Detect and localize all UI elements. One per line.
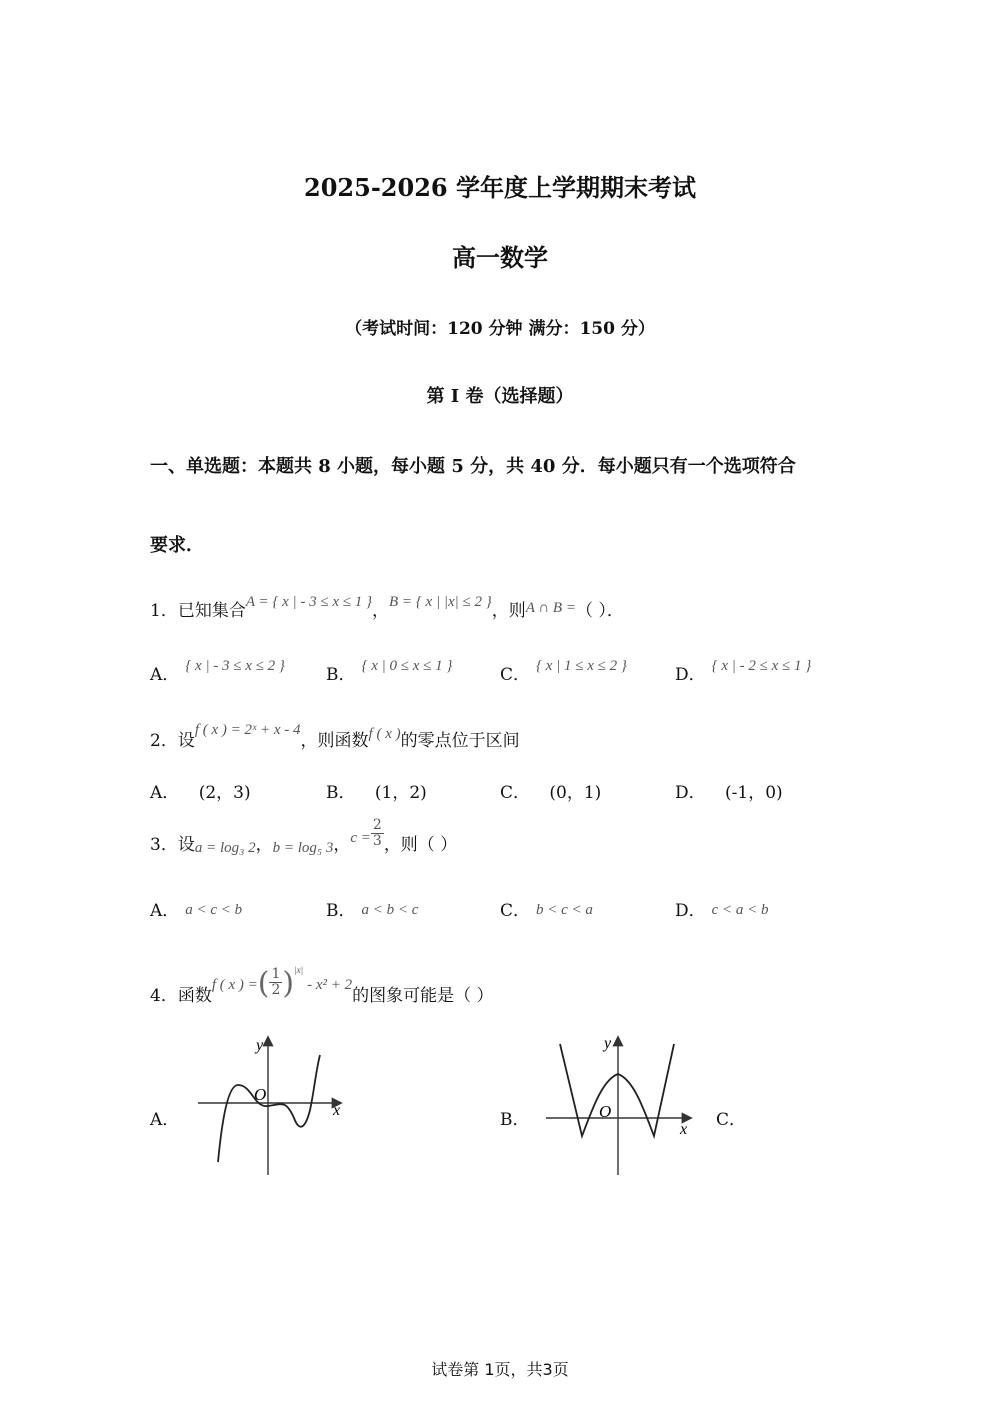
q1-option-b[interactable] [326,660,452,685]
option-expr: { x | 0 ≤ x ≤ 1 } [361,658,453,674]
option-expr: { x | - 2 ≤ x ≤ 1 } [711,658,812,674]
y-axis-label: y [256,1037,264,1054]
question-3 [150,817,458,856]
question-text: ，则 [491,601,526,621]
fraction-numerator: 1 [271,966,281,983]
function-rest: - x² + 2 [307,977,353,993]
function-name: f ( x ) [368,726,401,742]
function-curve [218,1055,320,1162]
question-number: 4． [150,986,178,1006]
q2-option-d[interactable] [675,778,783,803]
q2-option-a[interactable] [150,778,251,803]
origin-label: O [599,1102,612,1121]
q1-option-c[interactable] [500,660,627,685]
q4-option-a-graph[interactable] [190,1030,360,1180]
option-label: B． [326,783,356,803]
volume-title: 第 I 卷（选择题） [426,386,574,407]
question-text: 的图象可能是（ ） [352,986,494,1006]
exam-title: 2025-2026 学年度上学期期末考试 [304,173,696,202]
option-expr: { x | - 3 ≤ x ≤ 2 } [185,658,285,674]
subject-title: 高一数学 [452,243,548,272]
q3-option-d[interactable] [675,896,769,921]
option-expr: { x | 1 ≤ x ≤ 2 } [536,658,627,674]
option-label: A． [150,665,180,685]
option-label: A． [150,783,180,803]
origin-label: O [254,1085,267,1104]
q3-option-c[interactable] [500,896,593,921]
question-text: 函数 [177,986,212,1006]
a-expr: a = log₃ 2 [194,840,256,856]
page-footer: 试卷第 1页，共3页 [431,1360,569,1379]
option-label: C． [500,783,531,803]
q1-option-a[interactable] [150,660,285,685]
exam-info: （考试时间：120 分钟 满分：150 分） [345,319,655,339]
question-number: 2． [150,731,178,751]
function-lhs: f ( x ) = [211,977,258,993]
option-expr: (1，2) [374,783,427,803]
option-label: C． [500,901,531,921]
set-a-expr: A = { x | - 3 ≤ x ≤ 1 } [245,594,372,610]
section-heading-cont: 要求． [150,535,204,556]
q1-option-d[interactable] [675,660,811,685]
option-expr: a < b < c [361,902,419,918]
question-text: 的零点位于区间 [400,731,520,751]
half-fraction [269,967,282,997]
question-4 [150,960,494,1006]
option-label: D． [675,665,706,685]
function-curve [560,1044,674,1136]
separator: ， [255,835,273,855]
y-axis-label: y [604,1035,612,1052]
separator: ， [333,835,351,855]
c-expr-lhs: c = [350,830,371,846]
option-label: D． [675,783,706,803]
q4-option-a-label[interactable]: A． [150,1110,180,1130]
option-expr: (2，3) [198,783,251,803]
q2-option-b[interactable] [326,778,427,803]
function-expr: f ( x ) = 2ˣ + x - 4 [194,722,301,738]
left-paren: ( [257,966,270,1001]
answer-blank: （ ）． [575,601,624,621]
q4-option-c-label[interactable]: C． [716,1110,747,1130]
option-expr: b < c < a [536,902,593,918]
fraction-denominator: 3 [372,833,382,849]
right-paren: ) [282,966,295,1001]
exponent-abs-x: |x| [294,965,304,975]
question-number: 3． [150,835,178,855]
separator: ， [372,601,389,621]
question-text: 设 [177,835,195,855]
question-text: 设 [177,731,195,751]
answer-blank: ，则（ ） [383,835,458,855]
intersection-expr: A ∩ B = [525,600,576,616]
option-expr: (0，1) [549,783,602,803]
option-label: B． [326,901,356,921]
fraction-denominator: 2 [271,982,281,998]
question-text: 已知集合 [177,601,246,621]
option-label: A． [150,901,180,921]
option-label: D． [675,901,706,921]
q4-option-b-graph[interactable] [540,1030,710,1180]
option-expr: c < a < b [711,902,769,918]
x-axis-label: x [333,1102,341,1119]
c-fraction [371,818,384,848]
question-1 [150,596,624,621]
q3-option-a[interactable] [150,896,242,921]
option-label: C． [500,665,531,685]
option-expr: a < c < b [185,902,243,918]
option-expr: (-1，0) [725,783,783,803]
q3-option-b[interactable] [326,896,418,921]
x-axis-label: x [680,1121,688,1138]
question-2 [150,722,520,751]
b-expr: b = log₅ 3 [272,840,334,856]
q2-option-c[interactable] [500,778,601,803]
option-label: B． [326,665,356,685]
set-b-expr: B = { x | |x| ≤ 2 } [389,594,492,610]
question-number: 1． [150,601,178,621]
question-text: ，则函数 [300,731,369,751]
fraction-numerator: 2 [372,817,382,834]
section-heading: 一、单选题：本题共 8 小题，每小题 5 分，共 40 分．每小题只有一个选项符合 [150,456,796,477]
q4-option-b-label[interactable]: B． [500,1110,530,1130]
